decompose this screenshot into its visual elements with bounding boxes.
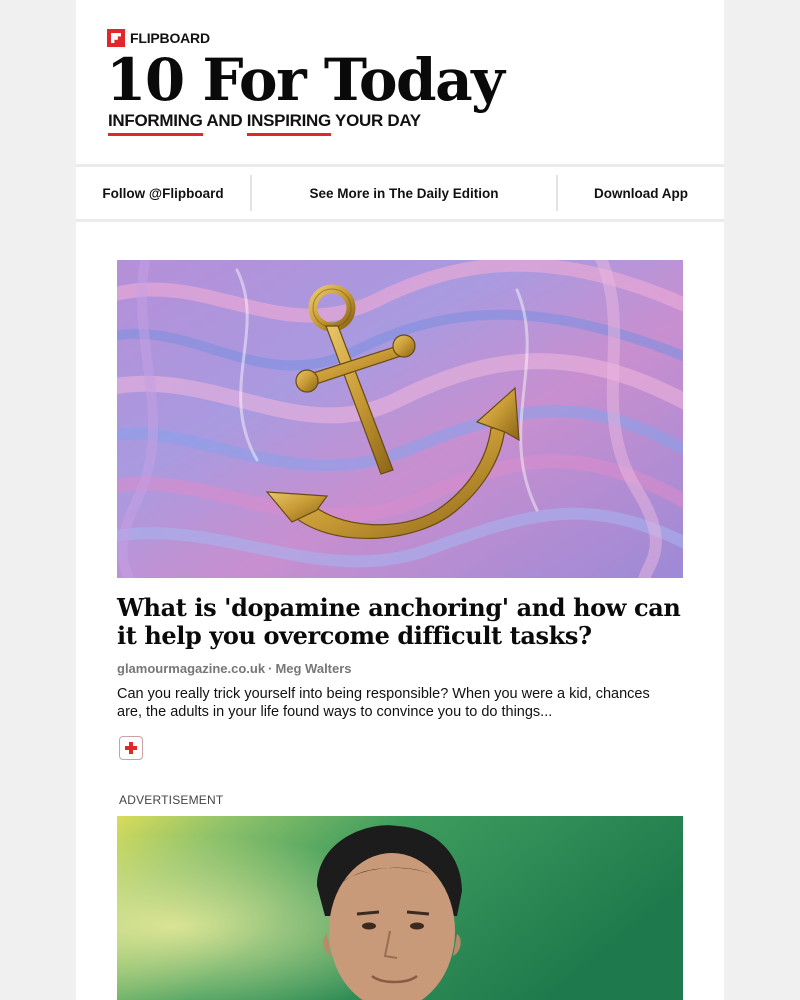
article-title[interactable]: What is 'dopamine anchoring' and how can it help you overcome difficult tasks? xyxy=(117,593,681,650)
brand-name: FLIPBOARD xyxy=(130,30,210,46)
article-hero-image[interactable] xyxy=(117,260,683,578)
article-author: Meg Walters xyxy=(275,661,352,676)
tagline-informing: INFORMING xyxy=(108,111,203,136)
follow-flipboard-link[interactable]: Follow @Flipboard xyxy=(102,185,224,201)
download-app-link[interactable]: Download App xyxy=(594,185,688,201)
tagline-your-day: YOUR DAY xyxy=(330,111,421,130)
flip-add-button[interactable] xyxy=(119,736,143,760)
tagline-inspiring: INSPIRING xyxy=(247,111,331,136)
see-more-daily-edition-link[interactable]: See More in The Daily Edition xyxy=(309,185,499,201)
article-source[interactable]: glamourmagazine.co.uk xyxy=(117,661,266,676)
tagline xyxy=(108,111,421,136)
advertisement-image[interactable] xyxy=(117,816,683,1000)
byline-separator: · xyxy=(268,661,273,676)
article-excerpt: Can you really trick yourself into being responsible? When you were a kid, chances are, the adults in your life found ways to convince you to do things... xyxy=(117,686,650,720)
article-byline xyxy=(117,661,352,676)
tagline-and: AND xyxy=(202,111,247,130)
email-card xyxy=(76,0,724,1000)
header xyxy=(76,0,724,164)
plus-icon xyxy=(124,741,138,755)
nav-bar xyxy=(76,164,724,222)
page-title: 10 For Today xyxy=(106,46,504,114)
advertisement-label: ADVERTISEMENT xyxy=(119,793,224,807)
